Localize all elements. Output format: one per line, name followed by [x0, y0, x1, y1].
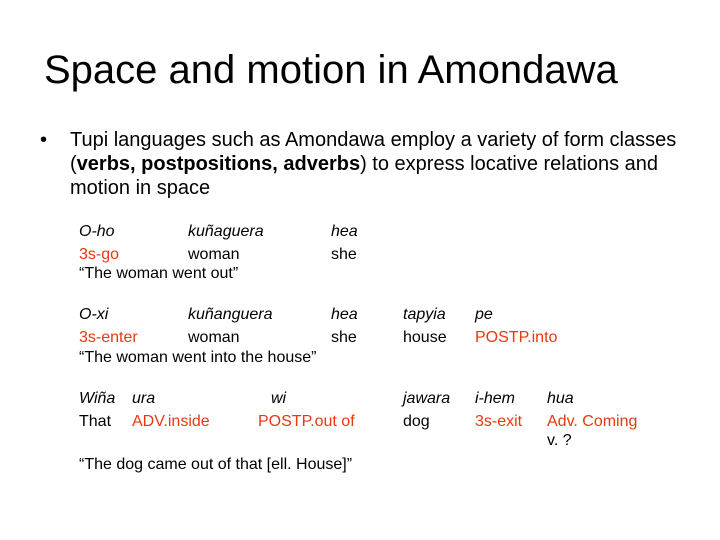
bullet-text-part-1: Tupi languages such as Amondawa employ a variety of form classes (: [70, 129, 677, 175]
example-2-gloss: she: [331, 329, 357, 346]
example-2-word: kuñanguera: [188, 306, 273, 323]
bullet-bold-terms: verbs, postpositions, adverbs: [76, 153, 361, 175]
example-3-gloss: ADV.inside: [132, 413, 210, 430]
example-2-gloss: 3s-enter: [79, 329, 138, 346]
example-1-gloss: she: [331, 246, 357, 263]
example-3-gloss-continued: v. ?: [547, 432, 572, 449]
example-3-gloss: Adv. Coming: [547, 413, 638, 430]
example-3-word: hua: [547, 390, 574, 407]
example-2-gloss: woman: [188, 329, 240, 346]
example-3-word: wi: [271, 390, 287, 407]
bullet-text-part-2: ) to express locative relations and motion in space: [70, 153, 659, 199]
example-2-translation: “The woman went into the house”: [79, 349, 317, 366]
example-3-gloss: POSTP.out of: [258, 413, 355, 430]
example-3-word: jawara: [403, 390, 451, 407]
example-2-gloss: house: [403, 329, 447, 346]
example-2-word: O-xi: [79, 306, 109, 323]
example-3-word: Wiña: [79, 390, 116, 407]
bullet-marker: •: [40, 129, 48, 151]
example-2-word: hea: [331, 306, 358, 323]
example-3-word: i-hem: [475, 390, 516, 407]
bullet-text: [70, 128, 710, 200]
example-2-word: tapyia: [403, 306, 446, 323]
slide-title: Space and motion in Amondawa: [44, 48, 618, 92]
example-3-translation: “The dog came out of that [ell. House]”: [79, 456, 353, 473]
example-1-gloss: woman: [188, 246, 240, 263]
example-1-word: hea: [331, 223, 358, 240]
example-1-gloss: 3s-go: [79, 246, 120, 263]
example-2-word: pe: [475, 306, 493, 323]
example-3-gloss: 3s-exit: [475, 413, 523, 430]
example-1-translation: “The woman went out”: [79, 265, 239, 282]
example-1-word: O-ho: [79, 223, 115, 240]
example-1-word: kuñaguera: [188, 223, 264, 240]
example-3-gloss: dog: [403, 413, 430, 430]
example-2-gloss: POSTP.into: [475, 329, 558, 346]
example-3-word: ura: [132, 390, 156, 407]
example-3-gloss: That: [79, 413, 112, 430]
